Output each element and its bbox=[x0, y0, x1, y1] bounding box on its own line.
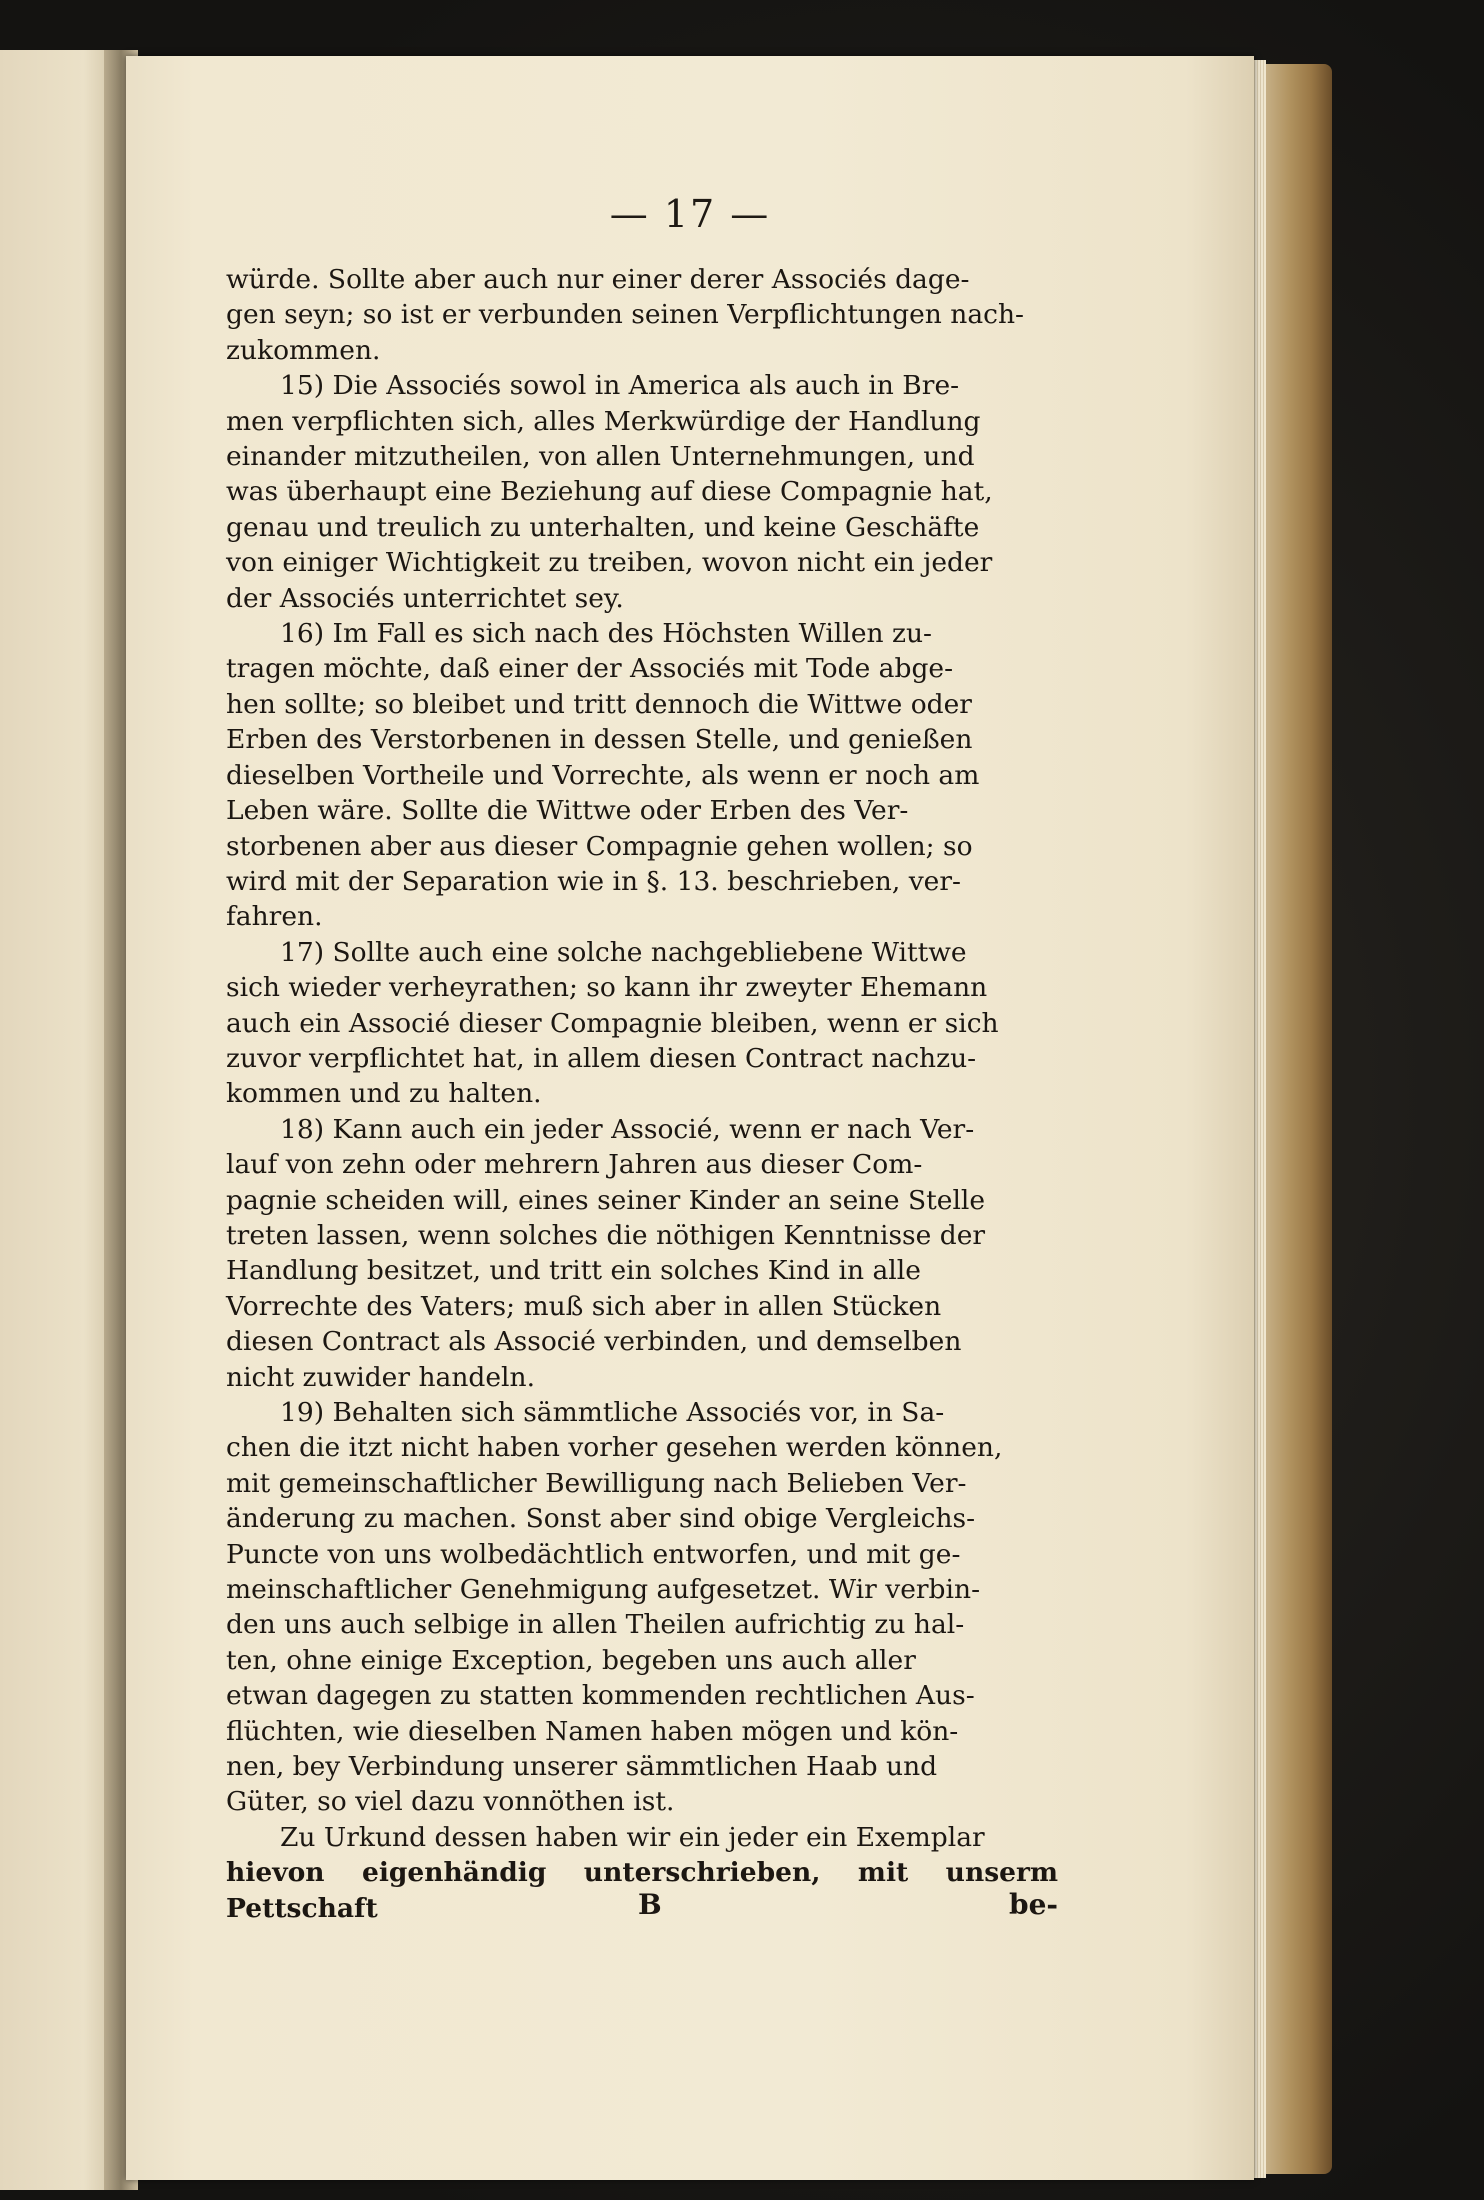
signature-mark: B bbox=[638, 1888, 662, 1921]
text-line: würde. Sollte aber auch nur einer derer Associés dage- bbox=[226, 264, 970, 295]
text-line: Handlung besitzet, und tritt ein solches Kind in alle bbox=[226, 1255, 921, 1287]
text-line: Leben wäre. Sollte die Wittwe oder Erben des Ver- bbox=[226, 795, 909, 827]
text-line: zukommen. bbox=[226, 334, 381, 366]
text-line: ten, ohne einige Exception, begeben uns auch aller bbox=[226, 1644, 916, 1676]
text-line: Zu Urkund dessen haben wir ein jeder ein Exemplar bbox=[280, 1821, 985, 1853]
text-line: storbenen aber aus dieser Compagnie gehen wollen; so bbox=[226, 830, 973, 862]
text-line: Güter, so viel dazu vonnöthen ist. bbox=[226, 1786, 675, 1818]
text-line: fahren. bbox=[226, 901, 323, 933]
text-line: kommen und zu halten. bbox=[226, 1078, 542, 1110]
text-line: von einiger Wichtigkeit zu treiben, wovon nicht ein jeder bbox=[226, 547, 993, 579]
page-text bbox=[226, 262, 1058, 1926]
text-line: flüchten, wie dieselben Namen haben mögen und kön- bbox=[226, 1715, 959, 1747]
text-line: pagnie scheiden will, eines seiner Kinder an seine Stelle bbox=[226, 1184, 986, 1216]
text-line: auch ein Associé dieser Compagnie bleiben, wenn er sich bbox=[226, 1007, 999, 1039]
text-line: mit gemeinschaftlicher Bewilligung nach Belieben Ver- bbox=[226, 1467, 967, 1499]
text-line: Erben des Verstorbenen in dessen Stelle, und genießen bbox=[226, 724, 973, 756]
book-cover-edge bbox=[1262, 64, 1332, 2174]
catchword: be- bbox=[1008, 1888, 1058, 1921]
page-footer bbox=[226, 1888, 1058, 1924]
text-line: gen seyn; so ist er verbunden seinen Verpflichtungen nach- bbox=[226, 299, 1024, 331]
text-line: hen sollte; so bleibet und tritt dennoch die Wittwe oder bbox=[226, 688, 972, 720]
text-line: Puncte von uns wolbedächtlich entworfen, und mit ge- bbox=[226, 1538, 961, 1570]
text-line: Vorrechte des Vaters; muß sich aber in allen Stücken bbox=[226, 1290, 942, 1322]
text-line: dieselben Vortheile und Vorrechte, als wenn er noch am bbox=[226, 759, 980, 791]
text-line: genau und treulich zu unterhalten, und keine Geschäfte bbox=[226, 511, 980, 543]
page-stack-edge bbox=[1252, 60, 1266, 2178]
text-line: einander mitzutheilen, von allen Unternehmungen, und bbox=[226, 441, 975, 473]
text-line: diesen Contract als Associé verbinden, und demselben bbox=[226, 1326, 962, 1358]
text-line: chen die itzt nicht haben vorher gesehen werden können, bbox=[226, 1432, 1003, 1464]
text-line: etwan dagegen zu statten kommenden rechtlichen Aus- bbox=[226, 1680, 975, 1712]
text-line: sich wieder verheyrathen; so kann ihr zweyter Ehemann bbox=[226, 972, 988, 1004]
text-line: 18) Kann auch ein jeder Associé, wenn er nach Ver- bbox=[280, 1113, 975, 1145]
text-line: hievon eigenhändig unterschrieben, mit unserm Pettschaft bbox=[226, 1857, 1058, 1924]
text-line: änderung zu machen. Sonst aber sind obige Vergleichs- bbox=[226, 1503, 976, 1535]
text-line: tragen möchte, daß einer der Associés mit Tode abge- bbox=[226, 653, 954, 685]
text-line: zuvor verpflichtet hat, in allem diesen Contract nachzu- bbox=[226, 1042, 977, 1074]
text-line: der Associés unterrichtet sey. bbox=[226, 582, 624, 614]
text-line: wird mit der Separation wie in §. 13. beschrieben, ver- bbox=[226, 865, 961, 897]
text-line: treten lassen, wenn solches die nöthigen Kenntnisse der bbox=[226, 1219, 986, 1251]
text-line: den uns auch selbige in allen Theilen aufrichtig zu hal- bbox=[226, 1609, 965, 1641]
text-line: was überhaupt eine Beziehung auf diese Compagnie hat, bbox=[226, 476, 993, 508]
text-line: meinschaftlicher Genehmigung aufgesetzet. Wir verbin- bbox=[226, 1574, 981, 1606]
left-page-edge bbox=[0, 50, 120, 2190]
page-number: — 17 — bbox=[609, 192, 771, 236]
text-line: nen, bey Verbindung unserer sämmtlichen Haab und bbox=[226, 1751, 938, 1783]
text-line: 17) Sollte auch eine solche nachgebliebene Wittwe bbox=[280, 936, 967, 968]
text-line: lauf von zehn oder mehrern Jahren aus dieser Com- bbox=[226, 1149, 923, 1181]
text-line: 15) Die Associés sowol in America als auch in Bre- bbox=[280, 370, 960, 402]
text-line: 19) Behalten sich sämmtliche Associés vor, in Sa- bbox=[280, 1397, 945, 1428]
text-line: nicht zuwider handeln. bbox=[226, 1361, 535, 1393]
text-line: men verpflichten sich, alles Merkwürdige der Handlung bbox=[226, 405, 981, 437]
text-line: 16) Im Fall es sich nach des Höchsten Willen zu- bbox=[280, 618, 932, 650]
